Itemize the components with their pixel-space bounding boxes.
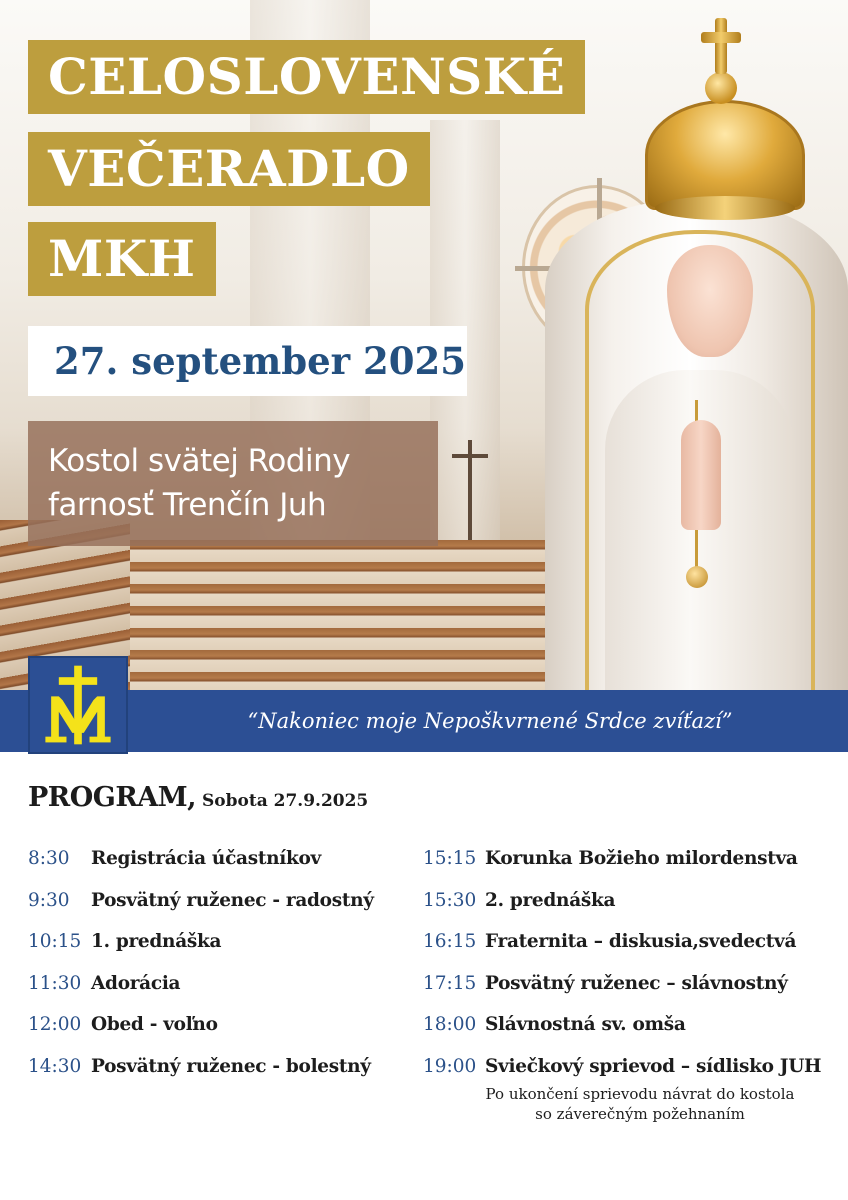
place-line-2: farnosť Trenčín Juh <box>48 487 327 523</box>
program-time: 10:15 <box>28 931 82 952</box>
note-line-1: Po ukončení sprievodu návrat do kostola <box>485 1085 795 1103</box>
program-time: 8:30 <box>28 848 70 869</box>
program-item <box>423 848 833 890</box>
program-time: 15:30 <box>423 889 477 911</box>
quote-text: “Nakoniec moje Nepoškvrnené Srdce zvíťazí” <box>247 709 733 733</box>
program-title: PROGRAM, <box>28 782 196 813</box>
program-time: 9:30 <box>28 889 70 911</box>
program-item <box>28 931 408 973</box>
program-item <box>423 973 833 1015</box>
marian-cross-logo-svg <box>30 658 126 752</box>
title-line-1: CELOSLOVENSKÉ <box>28 40 585 114</box>
crown-cross-icon <box>715 18 727 74</box>
program-label: Adorácia <box>91 972 181 994</box>
program-time: 16:15 <box>423 931 477 952</box>
madonna-statue <box>545 0 848 690</box>
program-item <box>28 1056 408 1098</box>
program-item <box>423 931 833 973</box>
program-time: 11:30 <box>28 972 82 994</box>
program-label: Fraternita – diskusia,svedectvá <box>485 931 797 952</box>
program-heading <box>28 782 368 813</box>
statue-robe <box>605 370 795 690</box>
note-line-2: so záverečným požehnaním <box>535 1105 745 1123</box>
place-line-1: Kostol svätej Rodiny <box>48 443 351 479</box>
event-date: 27. september 2025 <box>28 326 467 396</box>
title-line-2: VEČERADLO <box>28 132 430 206</box>
program-label: Posvätný ruženec - bolestný <box>91 1055 371 1077</box>
program-time: 15:15 <box>423 848 477 869</box>
program-label: Sviečkový sprievod – sídlisko JUH <box>485 1055 822 1077</box>
crown-icon <box>645 100 805 210</box>
program-label: 1. prednáška <box>91 931 222 952</box>
program-label: 2. prednáška <box>485 889 616 911</box>
program-time: 12:00 <box>28 1014 82 1035</box>
event-place <box>28 421 438 546</box>
program-label: Obed - voľno <box>91 1014 218 1035</box>
program-time: 19:00 <box>423 1055 477 1077</box>
program-date: Sobota 27.9.2025 <box>202 791 369 811</box>
statue-pendant <box>686 566 708 588</box>
program-time: 17:15 <box>423 972 477 994</box>
program-item <box>28 890 408 932</box>
program-label: Registrácia účastníkov <box>91 848 321 869</box>
program-item <box>423 1014 833 1056</box>
program-item <box>28 1014 408 1056</box>
program-left-column <box>28 848 408 1097</box>
program-label: Posvätný ruženec - radostný <box>91 889 374 911</box>
program-label: Korunka Božieho milordenstva <box>485 848 798 869</box>
crown-orb <box>705 72 737 104</box>
program-label: Slávnostná sv. omša <box>485 1014 686 1035</box>
statue-praying-hands <box>681 420 721 530</box>
crown-band <box>655 196 795 220</box>
procession-note <box>485 1084 795 1124</box>
program-right-column <box>423 848 833 1097</box>
program-time: 14:30 <box>28 1055 82 1077</box>
marian-cross-logo-icon <box>28 656 128 754</box>
program-time: 18:00 <box>423 1014 477 1035</box>
program-item <box>28 848 408 890</box>
program-label: Posvätný ruženec – slávnostný <box>485 972 788 994</box>
title-line-3: MKH <box>28 222 216 296</box>
program-item <box>28 973 408 1015</box>
program-item <box>423 890 833 932</box>
